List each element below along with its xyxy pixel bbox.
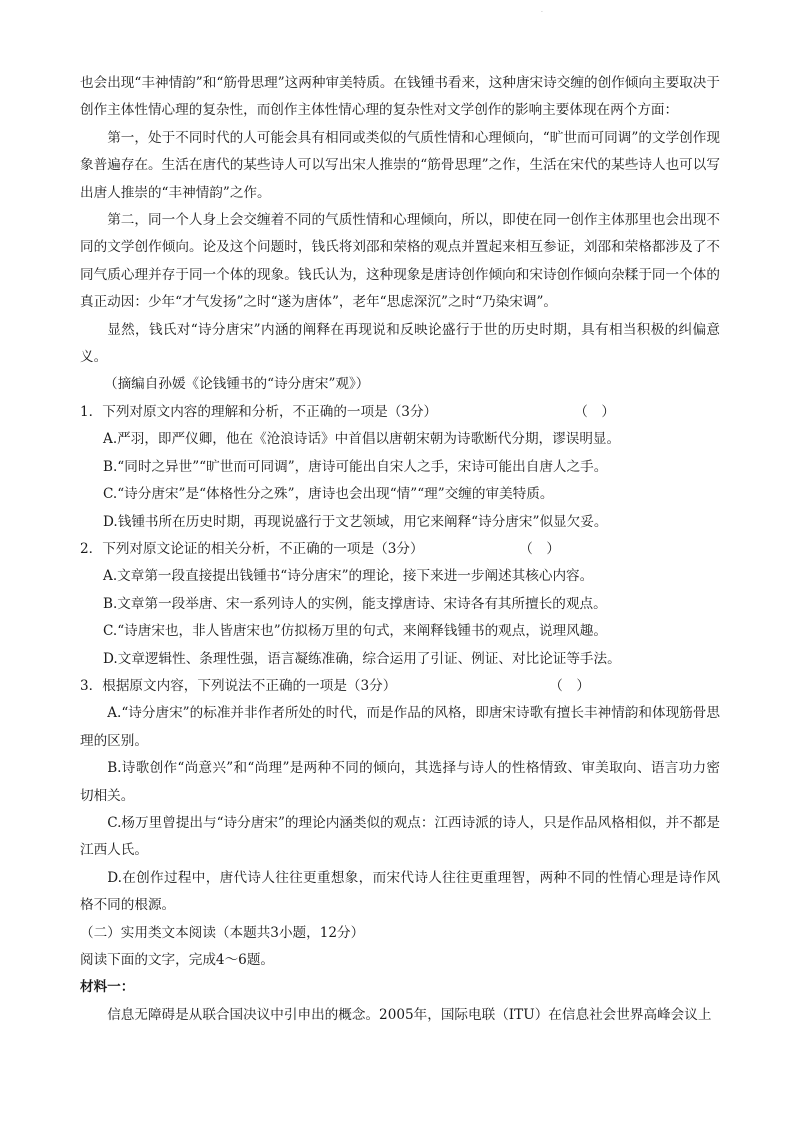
question-3 [80,673,720,920]
question-stem [80,399,720,426]
material-label: 材料一： [80,979,135,996]
question-stem-text: 2．下列对原文论证的相关分析，不正确的一项是（3分） [80,540,424,557]
option-d: D.钱锺书所在历史时期，再现说盛行于文艺领域，用它来阐释“诗分唐宋”似显欠妥。 [103,513,608,530]
option-b: B.文章第一段举唐、宋一系列诗人的实例，能支撑唐诗、宋诗各有其所擅长的观点。 [103,595,607,612]
question-stem-text: 3．根据原文内容，下列说法不正确的一项是（3分） [80,677,397,694]
question-stem [80,536,720,563]
instruction: 阅读下面的文字，完成4～6题。 [80,952,275,968]
paragraph-first-point: 第一，处于不同时代的人可能会具有相同或类似的气质性情和心理倾向，“旷世而可同调”的文学创作现象普遍存在。生活在唐代的某些诗人可以写出宋人推崇的“筋骨思理”之作，生活在宋代的某些诗人也可以写出唐人推崇的“丰神情韵”之作。 [80,129,720,201]
answer-blank: （ ） [549,677,590,694]
answer-blank: （ ） [519,540,560,557]
paragraph-continued: 也会出现“丰神情韵”和“筋骨思理”这两种审美特质。在钱锺书看来，这种唐宋诗交缠的创作倾向主要取决于创作主体性情心理的复杂性，而创作主体性情心理的复杂性对文学创作的影响主要体现在两个方面： [80,75,720,119]
question-stem [80,673,720,700]
question-2 [80,536,720,673]
option-a: A.严羽，即严仪卿，他在《沧浪诗话》中首倡以唐朝宋朝为诗歌断代分期，谬误明显。 [103,431,621,448]
option-a: A.“诗分唐宋”的标准并非作者所处的时代，而是作品的风格，即唐宋诗歌有擅长丰神情韵和体现筋骨思理的区别。 [80,705,720,749]
section-title: （二）实用类文本阅读（本题共3小题，12分） [80,924,365,941]
paragraph-second-point: 第二，同一个人身上会交缠着不同的气质性情和心理倾向，所以，即使在同一创作主体那里也会出现不同的文学创作倾向。论及这个问题时，钱氏将刘邵和荣格的观点并置起来相互参证，刘邵和荣格都涉及了不同气质心理并存于同一个体的现象。钱氏认为，这种现象是唐诗创作倾向和宋诗创作倾向杂糅于同一个体的真正动因：少年“才气发扬”之时“遂为唐体”，老年“思虑深沉”之时“乃染宋调”。 [80,212,720,311]
option-b: B.“同时之异世”“旷世而可同调”，唐诗可能出自宋人之手，宋诗可能出自唐人之手。 [103,458,608,475]
header-mark: · [541,9,543,16]
option-c: C.“诗分唐宋”是“体格性分之殊”，唐诗也会出现“情”“理”交缠的审美特质。 [103,486,554,503]
question-1 [80,399,720,536]
document-body [80,70,720,1029]
source-citation: （摘编自孙媛《论钱锺书的“诗分唐宋”观》） [104,376,370,393]
option-c: C.“诗唐宋也，非人皆唐宋也”仿拟杨万里的句式，来阐释钱锺书的观点，说理风趣。 [103,623,607,640]
option-d: D.文章逻辑性、条理性强，语言凝练准确，综合运用了引证、例证、对比论证等手法。 [103,650,621,667]
paragraph-conclusion: 显然，钱氏对“诗分唐宋”内涵的阐释在再现说和反映论盛行于世的历史时期，具有相当积极的纠偏意义。 [80,321,720,366]
option-c: C.杨万里曾提出与“诗分唐宋”的理论内涵类似的观点：江西诗派的诗人，只是作品风格相似，并不都是江西人氏。 [80,814,720,859]
option-a: A.文章第一段直接提出钱锺书“诗分唐宋”的理论，接下来进一步阐述其核心内容。 [103,568,594,585]
option-b: B.诗歌创作“尚意兴”和“尚理”是两种不同的倾向，其选择与诗人的性格情致、审美取向、语言功力密切相关。 [80,760,720,804]
material-text: 信息无障碍是从联合国决议中引申出的概念。2005年，国际电联（ITU）在信息社会世界高峰会议上 [107,1006,712,1023]
answer-blank: （ ） [574,403,615,420]
question-stem-text: 1．下列对原文内容的理解和分析，不正确的一项是（3分） [80,403,438,420]
option-d: D.在创作过程中，唐代诗人往往更重想象，而宋代诗人往往更重理智，两种不同的性情心理是诗作风格不同的根源。 [80,869,720,914]
